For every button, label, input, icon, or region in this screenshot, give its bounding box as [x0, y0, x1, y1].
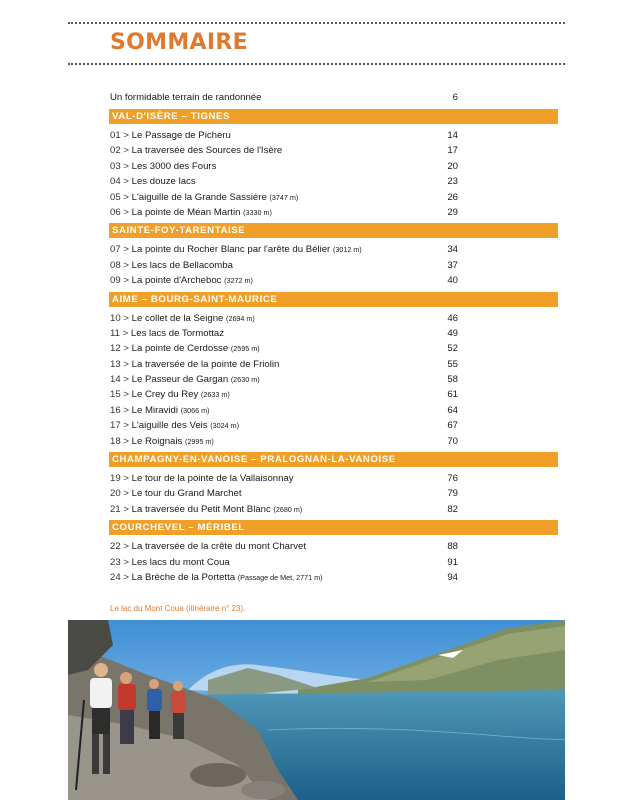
toc-entry-page: 82	[447, 503, 458, 515]
photo-caption: Le lac du Mont Coua (itinéraire n° 23).	[110, 604, 246, 613]
toc-entry-page: 23	[447, 176, 458, 188]
toc-entry-text	[110, 128, 231, 143]
page-title: SOMMAIRE	[110, 30, 248, 55]
section-header: VAL-D'ISÈRE – TIGNES	[109, 109, 558, 124]
section-header: COURCHEVEL – MÉRIBEL	[109, 520, 558, 535]
toc-entry-page: 88	[447, 541, 458, 553]
toc-entry[interactable]	[109, 357, 558, 372]
toc-entry-label: L'aiguille des Veis	[131, 420, 208, 432]
section-header: CHAMPAGNY-EN-VANOISE – PRALOGNAN-LA-VANOISE	[109, 452, 558, 467]
toc-entry-label: La Brèche de la Portetta	[131, 571, 236, 583]
toc-entry-number: 07 >	[110, 244, 129, 256]
toc-entry[interactable]	[109, 539, 558, 554]
toc-entry-page: 17	[447, 145, 458, 157]
toc-entry[interactable]	[109, 403, 558, 418]
toc-entry-altitude: (3272 m)	[224, 276, 253, 286]
toc-entry-number: 10 >	[110, 312, 129, 324]
toc-entry-page: 26	[447, 191, 458, 203]
toc-entry-altitude: (2694 m)	[226, 313, 255, 323]
toc-entry[interactable]	[109, 372, 558, 387]
toc-entry-altitude: (2595 m)	[230, 344, 260, 354]
toc-entry-label: Les lacs du mont Coua	[131, 556, 230, 568]
toc-entry-page: 76	[447, 473, 458, 485]
toc-entry-number: 22 >	[110, 541, 129, 553]
toc-entry-number: 08 >	[110, 259, 129, 271]
toc-entry-number: 14 >	[110, 374, 129, 386]
lake-photo	[68, 620, 565, 800]
toc-entry-label: Les 3000 des Fours	[131, 160, 217, 172]
toc-entry-label: Les lacs de Tormottaz	[130, 327, 225, 339]
toc-entry[interactable]	[109, 418, 558, 433]
toc-entry-label: La traversée de la pointe de Friolin	[131, 358, 280, 370]
toc-entry-number: 03 >	[110, 160, 129, 172]
toc-entry-page: 29	[447, 206, 458, 218]
toc-entry-label: Le tour de la pointe de la Vallaisonnay	[131, 473, 294, 485]
toc-entry[interactable]	[109, 555, 558, 570]
toc-entry-number: 13 >	[110, 358, 129, 370]
section-header: SAINTE-FOY-TARENTAISE	[109, 223, 558, 238]
toc-entry-text	[110, 539, 306, 554]
toc-entry-number: 24 >	[110, 571, 129, 583]
toc-entry-text	[110, 326, 224, 341]
toc-entry-text	[110, 486, 241, 501]
toc-entry-label: Le Roignais	[131, 435, 183, 447]
toc-entry-text	[110, 159, 216, 174]
toc-entry-altitude: (3012 m)	[332, 245, 362, 255]
toc-entry-text	[110, 403, 209, 418]
toc-entry-text	[110, 190, 298, 205]
toc-entry-number: 12 >	[110, 343, 129, 355]
toc-entry-label: La traversée de la crête du mont Charvet	[131, 541, 307, 553]
toc-entry-number: 02 >	[110, 145, 129, 157]
toc-entry-page: 37	[447, 259, 458, 271]
toc-entry-label: La pointe de Cerdosse	[131, 343, 229, 355]
toc-entry-altitude: (Passage de Met, 2771 m)	[237, 572, 323, 582]
lake-photo-illustration	[68, 620, 565, 800]
toc-entry-altitude: (3024 m)	[210, 421, 240, 431]
toc-entry[interactable]	[109, 159, 558, 174]
toc-entry-page: 61	[447, 389, 458, 401]
toc-entry-label: La pointe du Rocher Blanc par l'arête du Bélier	[131, 244, 331, 256]
toc-entry[interactable]	[109, 570, 558, 585]
table-of-contents	[109, 90, 558, 585]
toc-entry-altitude: (3066 m)	[180, 405, 210, 415]
toc-entry-page: 52	[447, 343, 458, 355]
toc-entry[interactable]	[109, 242, 558, 257]
toc-entry-number: 18 >	[110, 435, 129, 447]
toc-entry-number: 21 >	[110, 503, 129, 515]
toc-entry-number: 23 >	[110, 556, 129, 568]
toc-entry-label: Les lacs de Bellacomba	[131, 259, 233, 271]
toc-entry-page: 64	[447, 404, 458, 416]
toc-entry-altitude: (3330 m)	[243, 207, 272, 217]
section-header: AIME – BOURG-SAINT-MAURICE	[109, 292, 558, 307]
toc-entry-label: L'aiguille de la Grande Sassière	[131, 191, 267, 203]
toc-entry-text	[110, 174, 196, 189]
toc-entry-label: Les douze lacs	[131, 176, 196, 188]
toc-entry-label: Le Crey du Rey	[131, 389, 199, 401]
toc-entry-text	[110, 341, 260, 356]
toc-entry-altitude: (2630 m)	[230, 375, 260, 385]
toc-entry[interactable]	[109, 434, 558, 449]
toc-entry-altitude: (2680 m)	[273, 504, 303, 514]
toc-entry-number: 16 >	[110, 404, 129, 416]
toc-entry-label: Le tour du Grand Marchet	[131, 488, 242, 500]
toc-entry-page: 14	[447, 130, 458, 141]
toc-entry-text	[110, 502, 302, 517]
toc-entry-text	[110, 258, 233, 273]
toc-entry-label: Le Passage de Picheru	[131, 130, 231, 141]
toc-entry-label: La pointe d'Archeboc	[131, 275, 222, 287]
toc-entry-text	[110, 273, 253, 288]
toc-entry[interactable]	[109, 326, 558, 341]
toc-entry-label: Le collet de la Seigne	[131, 312, 224, 324]
toc-entry[interactable]	[109, 205, 558, 220]
toc-entry-page: 58	[447, 374, 458, 386]
toc-entry[interactable]	[109, 311, 558, 326]
toc-entry-altitude: (3747 m)	[269, 192, 299, 202]
toc-intro-page: 6	[452, 92, 458, 103]
toc-entry-number: 05 >	[110, 191, 129, 203]
toc-entry-label: La pointe de Méan Martin	[131, 206, 241, 218]
toc-entry-number: 19 >	[110, 473, 129, 485]
toc-entry-number: 04 >	[110, 176, 129, 188]
toc-entry-text	[110, 311, 255, 326]
toc-entry-page: 70	[447, 435, 458, 447]
toc-entry-label: La traversée des Sources de l'Isère	[131, 145, 283, 157]
toc-entry-text	[110, 418, 239, 433]
toc-entry[interactable]	[109, 341, 558, 356]
toc-entry-text	[110, 205, 272, 220]
toc-entry-text	[110, 434, 214, 449]
toc-intro-row[interactable]	[109, 90, 558, 106]
toc-entry-number: 17 >	[110, 420, 129, 432]
toc-entry-text	[110, 357, 279, 372]
toc-entry-label: La traversée du Petit Mont Blanc	[131, 503, 271, 515]
toc-entry-text	[110, 372, 260, 387]
toc-entry-altitude: (2633 m)	[200, 390, 230, 400]
toc-entry-altitude: (2995 m)	[184, 436, 214, 446]
toc-entry[interactable]	[109, 190, 558, 205]
toc-entry[interactable]	[109, 128, 558, 143]
toc-entry-number: 11 >	[110, 327, 129, 339]
toc-entry-text	[110, 471, 294, 486]
toc-entry-page: 79	[447, 488, 458, 500]
toc-sections	[109, 109, 558, 585]
toc-entry-label: Le Miravidi	[131, 404, 179, 416]
toc-entry[interactable]	[109, 273, 558, 288]
toc-entry-page: 46	[447, 312, 458, 324]
toc-entry-text	[110, 555, 230, 570]
toc-entry-page: 34	[447, 244, 458, 256]
top-dotted-rule	[68, 22, 565, 24]
toc-entry-number: 15 >	[110, 389, 129, 401]
toc-entry-text	[110, 143, 282, 158]
toc-entry-text	[110, 387, 230, 402]
toc-entry-page: 91	[447, 556, 458, 568]
toc-entry-page: 49	[447, 327, 458, 339]
toc-entry-page: 40	[447, 275, 458, 287]
toc-entry-text	[110, 242, 362, 257]
toc-entry-text	[110, 570, 322, 585]
toc-entry-page: 94	[447, 571, 458, 583]
toc-entry-label: Le Passeur de Gargan	[131, 374, 229, 386]
toc-intro-label: Un formidable terrain de randonnée	[110, 92, 262, 103]
toc-entry-page: 20	[447, 160, 458, 172]
toc-entry-number: 01 >	[110, 130, 129, 141]
toc-entry[interactable]	[109, 486, 558, 501]
toc-entry[interactable]	[109, 174, 558, 189]
toc-entry-number: 06 >	[110, 206, 129, 218]
toc-entry[interactable]	[109, 258, 558, 273]
toc-entry[interactable]	[109, 387, 558, 402]
bottom-dotted-rule	[68, 63, 565, 65]
toc-entry-number: 09 >	[110, 275, 129, 287]
toc-entry-page: 67	[447, 420, 458, 432]
toc-entry[interactable]	[109, 143, 558, 158]
toc-entry-page: 55	[447, 358, 458, 370]
toc-entry-number: 20 >	[110, 488, 129, 500]
toc-entry[interactable]	[109, 471, 558, 486]
toc-entry[interactable]	[109, 502, 558, 517]
